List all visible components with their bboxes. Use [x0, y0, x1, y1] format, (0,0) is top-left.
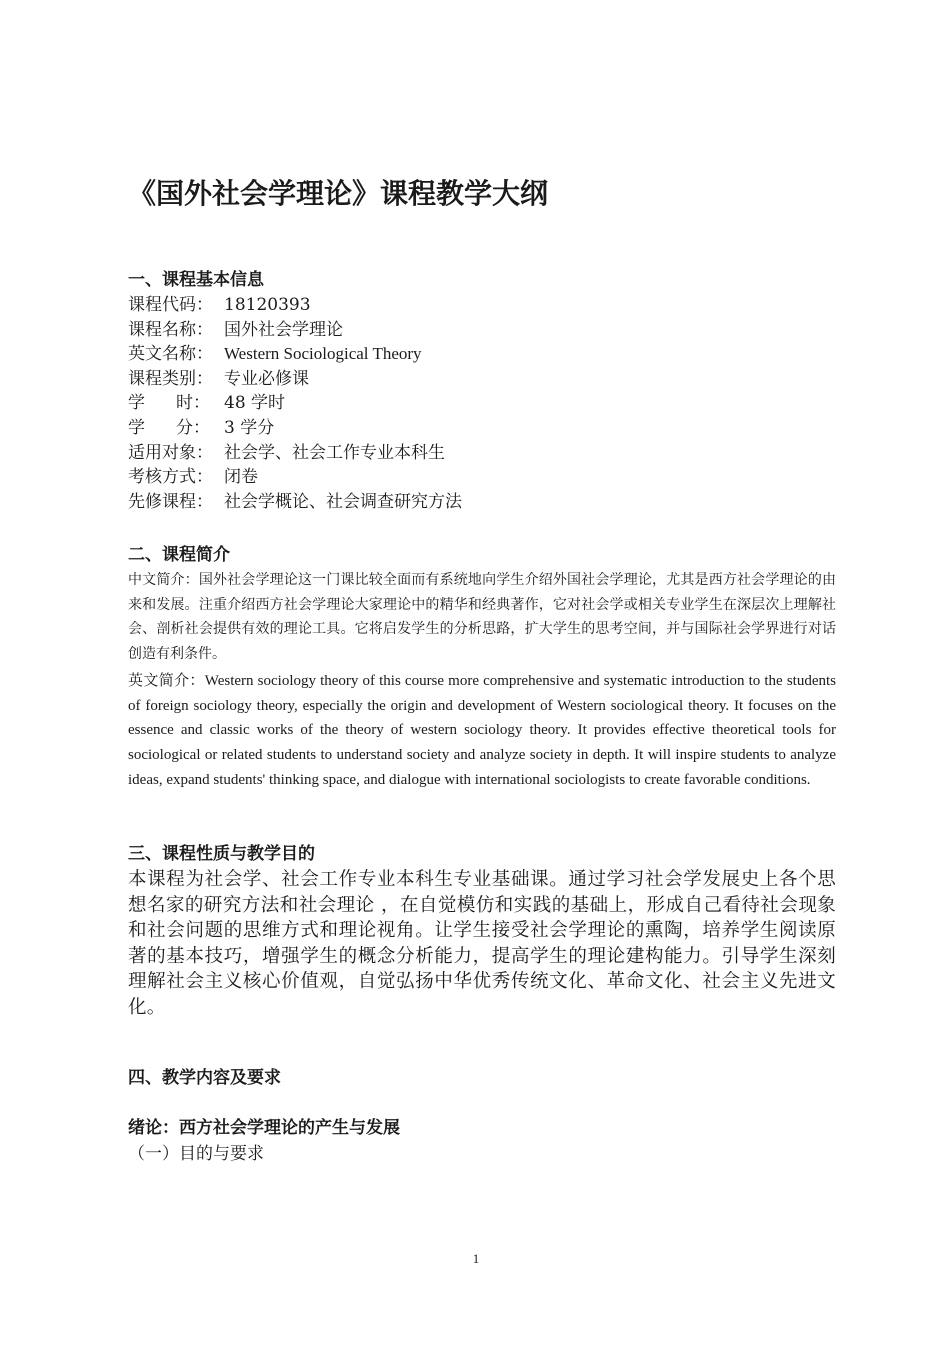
intro-chapter-heading: 绪论：西方社会学理论的产生与发展: [128, 1118, 400, 1138]
page-number: 1: [472, 1251, 480, 1266]
section1-heading: 一、课程基本信息: [128, 270, 264, 290]
course-nature-body: 本课程为社会学、社会工作专业本科生专业基础课。通过学习社会学发展史上各个思想名家的研究方法和社会理论 ，在自觉模仿和实践的基础上，形成自己看待社会现象和社会问题的思维方式和理论视角。让学生接受社会学理论的熏陶，培养学生阅读原著的基本技巧，增强学生的概念分析能力，提高学生的理论建构能力。引导学生深刻理解社会主义核心价值观，自觉弘扬中华优秀传统文化、革命文化、社会主义先进文化。: [128, 869, 836, 1018]
objectives-subheading: （一）目的与要求: [128, 1144, 264, 1164]
section3-heading: 三、课程性质与教学目的: [128, 844, 315, 864]
info-english-name: 英文名称： Western Sociological Theory: [128, 344, 422, 365]
info-course-name: 课程名称： 国外社会学理论: [128, 319, 343, 340]
info-credits: 学 分： 3 学分: [128, 417, 275, 438]
info-hours: 学 时： 48 学时: [128, 393, 286, 414]
section4-heading: 四、教学内容及要求: [128, 1068, 281, 1088]
info-assessment: 考核方式： 闭卷: [128, 467, 258, 488]
info-target: 适用对象： 社会学、社会工作专业本科生: [128, 442, 445, 463]
info-course-code: 课程代码： 18120393: [128, 295, 311, 315]
chinese-intro: 中文简介：国外社会学理论这一门课比较全面而有系统地向学生介绍外国社会学理论，尤其是西方社会学理论的由来和发展。注重介绍西方社会学理论大家理论中的精华和经典著作，它对社会学或相关专业学生在深层次上理解社会、剖析社会提供有效的理论工具。它将启发学生的分析思路，扩大学生的思考空间，并与国际社会学界进行对话创造有利条件。: [128, 572, 836, 662]
info-course-type: 课程类别： 专业必修课: [128, 368, 309, 389]
document-title: 《国外社会学理论》课程教学大纲: [128, 177, 549, 210]
info-prerequisites: 先修课程： 社会学概论、社会调查研究方法: [128, 491, 462, 512]
section2-heading: 二、课程简介: [128, 545, 230, 565]
english-intro: 英文简介：Western sociology theory of this course more comprehensive and systematic introduction to the students of foreign sociology theory, especially the origin and development of Western sociological theory. It focuses on the essence and classic works of the theory of western sociology theory. It provides effective theoretical tools for sociological or related students to understand society and analyze society in depth. It will inspire students to analyze ideas, expand students' thinking space, and dialogue with international sociologists to create favorable conditions.: [128, 673, 836, 788]
course-info-list: [128, 293, 836, 514]
